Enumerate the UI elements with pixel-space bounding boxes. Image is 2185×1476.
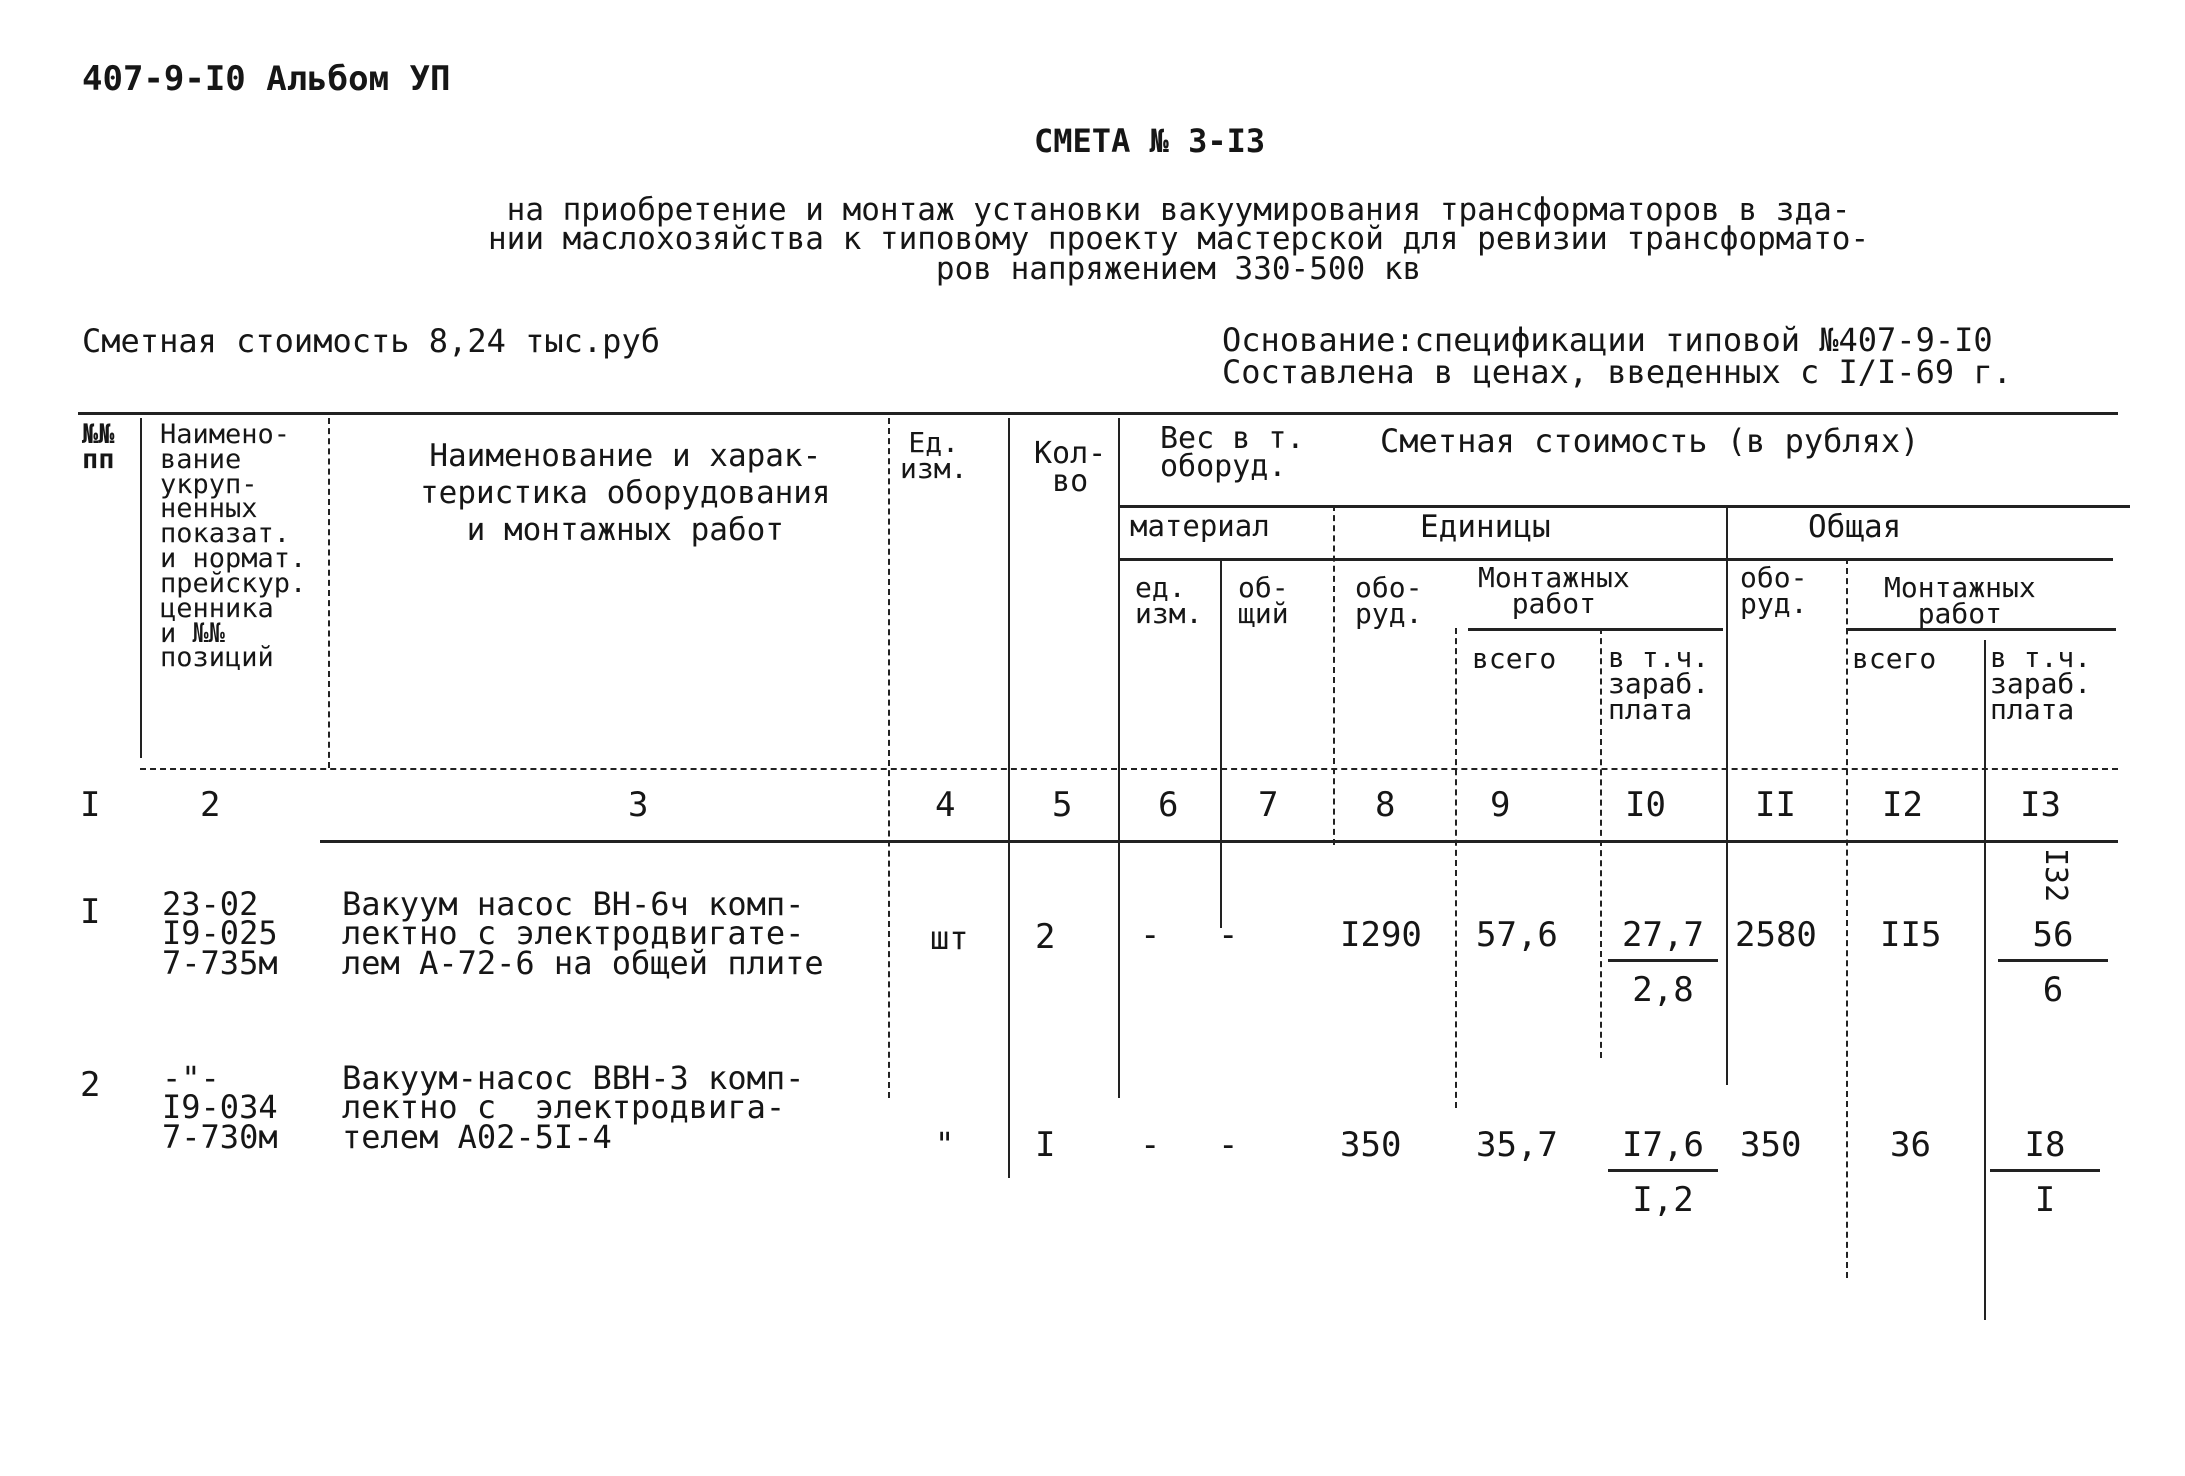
col-number-4: 4 [935, 785, 956, 825]
row-equipment-total: 2580 [1735, 915, 1817, 955]
col-number-13: I3 [2020, 785, 2061, 825]
row-mount-total-wage-value: 56 [1998, 915, 2108, 962]
row-qty: I [1035, 1125, 1056, 1165]
header-code: Наимено- вание укруп- ненных показат. и нормат. прейскур. ценника и №№ позиций [160, 419, 307, 674]
header-mount-all: всего [1472, 642, 1557, 675]
col-number-5: 5 [1052, 785, 1073, 825]
col-divider-10 [1726, 505, 1728, 1085]
row-mount-total: 36 [1890, 1125, 1931, 1165]
col-divider-2 [328, 418, 330, 768]
col-number-7: 7 [1258, 785, 1279, 825]
header-mounting: Монтажных работ [1478, 561, 1630, 620]
row-code: 23-02 I9-025 7-735м [162, 885, 278, 982]
col-number-10: I0 [1625, 785, 1666, 825]
row-mount-all: 57,6 [1476, 915, 1558, 955]
row-mount-wage-value: 27,7 [1608, 915, 1718, 962]
header-mounting-total: Монтажных работ [1884, 571, 2036, 630]
row-mount-wage [1608, 915, 1718, 1010]
row-weight-unit: - [1140, 915, 1161, 955]
header-equipment-total: обо- руд. [1740, 561, 1808, 620]
header-rule-mount-unit [1468, 628, 1723, 631]
row-equipment: I290 [1340, 915, 1422, 955]
row-mount-total-wage [1998, 915, 2108, 1010]
col-divider-4 [1008, 418, 1010, 1178]
col-divider-8 [1455, 628, 1457, 1108]
album-reference: 407-9-I0 Альбом УП [82, 59, 451, 99]
col-number-9: 9 [1490, 785, 1511, 825]
row-mount-wage-sub: 2,8 [1632, 970, 1694, 1010]
header-cost: Сметная стоимость (в рублях) [1380, 422, 1920, 460]
document-title: СМЕТА № 3-I3 [1034, 122, 1266, 160]
row-mount-wage-sub: I,2 [1632, 1180, 1694, 1220]
row-equipment-total: 350 [1740, 1125, 1802, 1165]
row-unit: шт [930, 919, 969, 957]
row-mount-wage-value: I7,6 [1608, 1125, 1718, 1172]
row-weight-unit: - [1140, 1125, 1161, 1165]
document-subtitle: на приобретение и монтаж установки вакуумирования трансформаторов в зда- нии маслохозяйства к типовому проекту мастерской для ревизии трансформато- ров напряжением 330-500 кв [488, 192, 1870, 287]
header-bottom-rule [140, 768, 2118, 770]
col-divider-9 [1600, 628, 1602, 1058]
header-weight-total: об- щий [1238, 571, 1289, 630]
row-mount-total: II5 [1880, 915, 1942, 955]
col-number-3: 3 [628, 785, 649, 825]
col-divider-7 [1333, 505, 1335, 845]
table-top-rule [78, 412, 2118, 415]
row-mount-wage [1608, 1125, 1718, 1220]
header-total: Общая [1808, 509, 1902, 545]
row-mount-total-wage [1990, 1125, 2100, 1220]
header-weight-unit: ед. изм. [1135, 571, 1203, 630]
col-number-11: II [1755, 785, 1796, 825]
row-weight-total: - [1218, 1125, 1239, 1165]
row-equipment: 350 [1340, 1125, 1402, 1165]
sheet-number: I32 [2038, 848, 2073, 903]
row-unit: " [935, 1125, 955, 1163]
row-mount-total-wage-value: I8 [1990, 1125, 2100, 1172]
header-unit: Ед. изм. [900, 426, 968, 485]
row-mount-total-wage-sub: 6 [2042, 970, 2064, 1010]
col-divider-1 [140, 418, 142, 758]
column-number-rule [320, 840, 2118, 843]
header-mount-wage: в т.ч. зараб. плата [1608, 641, 1710, 726]
col-divider-6 [1220, 558, 1222, 928]
col-number-1: I [80, 785, 101, 825]
col-number-12: I2 [1882, 785, 1923, 825]
header-equipment: обо- руд. [1355, 571, 1423, 630]
row-number: I [80, 892, 101, 932]
row-qty: 2 [1035, 917, 1056, 957]
header-mount-total-wage: в т.ч. зараб. плата [1990, 641, 2092, 726]
row-mount-all: 35,7 [1476, 1125, 1558, 1165]
basis-line-1: Основание:спецификации типовой №407-9-I0 [1222, 321, 1993, 359]
col-divider-12 [1984, 640, 1986, 1320]
col-number-2: 2 [200, 785, 221, 825]
row-code: -"- I9-034 7-730м [162, 1059, 278, 1156]
header-mount-total-all: всего [1852, 642, 1937, 675]
header-rule-cost [1118, 505, 2130, 508]
col-divider-5 [1118, 418, 1120, 1098]
col-number-8: 8 [1375, 785, 1396, 825]
row-weight-total: - [1218, 915, 1239, 955]
header-qty: Кол- во [1034, 436, 1107, 499]
col-divider-3 [888, 418, 890, 1098]
row-name: Вакуум-насос ВВН-3 комп- лектно с электродвига- телем А02-5I-4 [342, 1059, 805, 1156]
row-number: 2 [80, 1065, 101, 1105]
header-num: №№ пп [82, 419, 115, 475]
basis-line-2: Составлена в ценах, введенных с I/I-69 г. [1222, 353, 2012, 391]
col-divider-11 [1846, 558, 1848, 1278]
row-mount-total-wage-sub: I [2034, 1180, 2056, 1220]
row-name: Вакуум насос ВН-6ч комп- лектно с электродвигате- лем А-72-6 на общей плите [342, 885, 824, 982]
header-name: Наименование и харак- теристика оборудования и монтажных работ [420, 438, 831, 549]
header-unit-cost: Единицы [1420, 509, 1551, 545]
col-number-6: 6 [1158, 785, 1179, 825]
estimated-cost: Сметная стоимость 8,24 тыс.руб [82, 322, 660, 360]
header-material: материал [1130, 509, 1270, 543]
header-weight: Вес в т. оборуд. [1160, 421, 1305, 484]
